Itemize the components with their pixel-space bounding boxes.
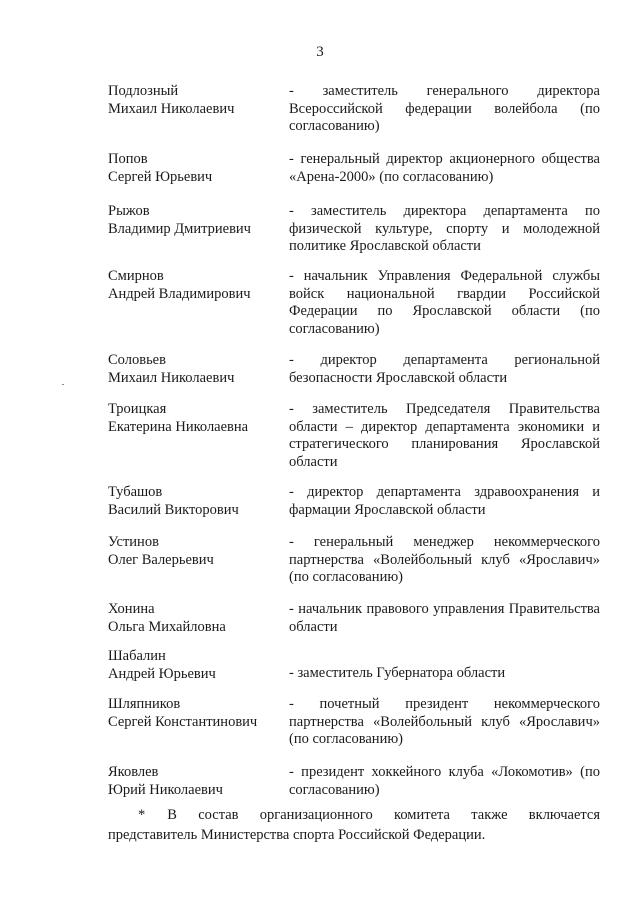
member-name — [108, 151, 278, 186]
member-role: - заместитель Председателя Правительства области – директор департамента экономики и стратегического планирования Ярославской области — [289, 401, 600, 470]
member-surname: Тубашов — [108, 484, 163, 500]
member-role: - директор департамента региональной безопасности Ярославской области — [289, 352, 600, 386]
member-surname: Соловьев — [108, 352, 166, 368]
member-name — [108, 696, 278, 731]
member-name — [108, 268, 278, 303]
member-given-name: Василий Викторович — [108, 501, 239, 518]
member-name — [108, 203, 278, 238]
member-surname: Подлозный — [108, 83, 179, 99]
member-given-name: Ольга Михайловна — [108, 618, 226, 635]
member-given-name: Михаил Николаевич — [108, 100, 235, 117]
member-role: - заместитель генерального директора Всероссийской федерации волейбола (по согласованию) — [289, 83, 600, 134]
member-given-name: Екатерина Николаевна — [108, 418, 249, 435]
footnote — [108, 805, 600, 845]
scan-speck — [62, 384, 64, 385]
member-role: - генеральный менеджер некоммерческого партнерства «Волейбольный клуб «Ярославич» (по согласованию) — [289, 534, 600, 585]
member-given-name: Андрей Владимирович — [108, 285, 251, 302]
member-given-name: Михаил Николаевич — [108, 369, 235, 386]
member-name — [108, 648, 278, 683]
member-surname: Шабалин — [108, 648, 166, 664]
member-surname: Устинов — [108, 534, 159, 550]
member-name — [108, 352, 278, 387]
member-name — [108, 764, 278, 799]
member-surname: Троицкая — [108, 401, 167, 417]
member-name — [108, 401, 278, 436]
member-given-name: Сергей Юрьевич — [108, 168, 213, 185]
member-given-name: Андрей Юрьевич — [108, 665, 216, 682]
member-name — [108, 83, 278, 118]
member-role: - президент хоккейного клуба «Локомотив» (по согласованию) — [289, 764, 600, 798]
member-role: - почетный президент некоммерческого партнерства «Волейбольный клуб «Ярославич» (по согласованию) — [289, 696, 600, 747]
member-given-name: Владимир Дмитриевич — [108, 220, 251, 237]
member-given-name: Сергей Константинович — [108, 713, 258, 730]
member-surname: Смирнов — [108, 268, 164, 284]
member-surname: Яковлев — [108, 764, 159, 780]
member-role: - директор департамента здравоохранения и фармации Ярославской области — [289, 484, 600, 518]
member-surname: Попов — [108, 151, 148, 167]
member-role: - заместитель Губернатора области — [289, 665, 506, 681]
member-role: - генеральный директор акционерного общества «Арена-2000» (по согласованию) — [289, 151, 600, 185]
member-surname: Рыжов — [108, 203, 150, 219]
page-number: 3 — [316, 44, 324, 60]
member-role: - заместитель директора департамента по физической культуре, спорту и молодежной политике Ярославской области — [289, 203, 600, 254]
member-name — [108, 601, 278, 636]
footnote-text: В состав организационного комитета также включается представитель Министерства спорта Российской Федерации. — [108, 807, 600, 843]
member-surname: Шляпников — [108, 696, 181, 712]
footnote-marker: * — [138, 807, 146, 823]
member-role: - начальник Управления Федеральной службы войск национальной гвардии Российской Федерации по Ярославской области (по согласованию) — [289, 268, 600, 337]
member-name — [108, 534, 278, 569]
member-name — [108, 484, 278, 519]
member-role: - начальник правового управления Правительства области — [289, 601, 600, 635]
member-given-name: Олег Валерьевич — [108, 551, 214, 568]
member-surname: Хонина — [108, 601, 155, 617]
member-given-name: Юрий Николаевич — [108, 781, 223, 798]
